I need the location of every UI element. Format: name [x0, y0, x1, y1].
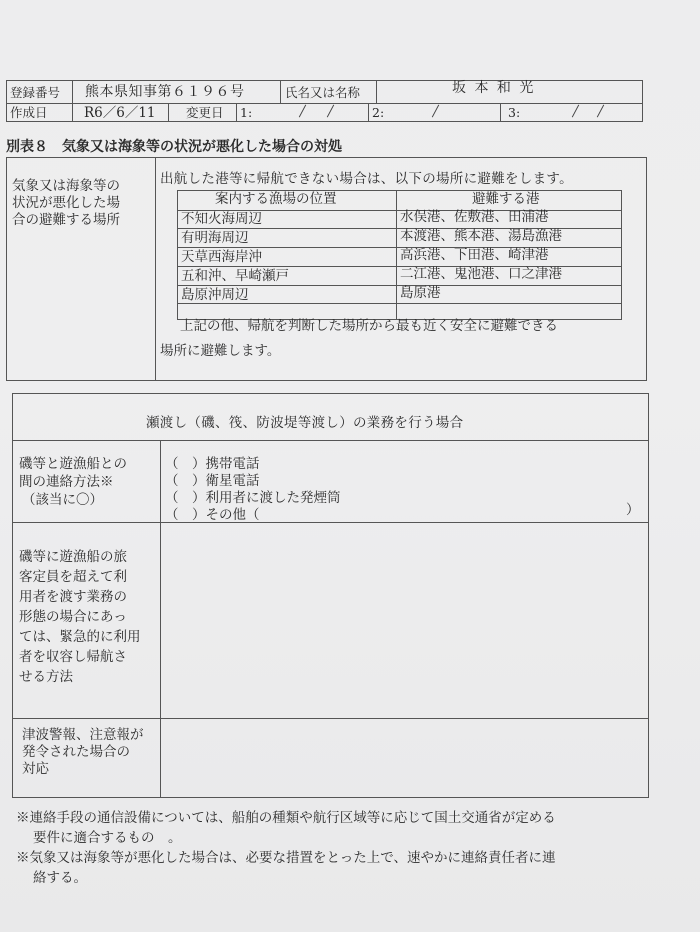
contact-label-line: 磯等と遊漁船との — [19, 456, 127, 472]
overcapacity-answer-area[interactable] — [162, 524, 647, 716]
header-col-divider — [500, 103, 501, 122]
port-table-cell: 本渡港、熊本港、湯島漁港 — [400, 228, 562, 244]
created-label: 作成日 — [10, 105, 48, 120]
port-table-cell: 島原港 — [400, 285, 441, 301]
overcapacity-label-line: 形態の場合にあっ — [19, 609, 127, 625]
tsunami-answer-area[interactable] — [162, 720, 647, 796]
name-label: 氏名又は名称 — [285, 85, 361, 100]
header-col-divider — [376, 80, 377, 103]
overcapacity-label-line: 磯等に遊漁船の旅 — [19, 549, 127, 565]
port-table-cell: 水俣港、佐敷港、田浦港 — [400, 209, 549, 225]
section8-label-line: 合の避難する場所 — [12, 212, 120, 228]
header-col-divider — [280, 80, 281, 103]
contact-option-other[interactable]: （ ）その他（ — [165, 507, 260, 523]
tsunami-label-line: 津波警報、注意報が — [22, 727, 144, 743]
contact-other-close: ） — [626, 502, 640, 518]
section8-note-line: 上記の他、帰航を判断した場所から最も近く安全に避難できる — [180, 318, 558, 334]
overcapacity-label-line: ては、緊急的に利用 — [19, 629, 141, 645]
port-table-header-area: 案内する漁場の位置 — [215, 191, 337, 207]
section8-label-line: 気象又は海象等の — [12, 178, 120, 194]
port-table-cell: 二江港、鬼池港、口之津港 — [400, 266, 562, 282]
header-col-divider — [236, 103, 237, 122]
section8-label-line: 状況が悪化した場 — [12, 195, 120, 211]
transfer-divider — [12, 718, 649, 719]
port-table-cell: 五和沖、早崎瀬戸 — [181, 268, 289, 284]
contact-option-satellite[interactable]: （ ）衛星電話 — [165, 473, 260, 489]
header-col-divider — [72, 80, 73, 122]
port-table-cell: 不知火海周辺 — [181, 211, 262, 227]
header-row-divider — [6, 103, 643, 104]
created-value: R6／6／11 — [84, 105, 156, 121]
footnote-line: 絡する。 — [33, 870, 87, 886]
change-date-3: 3: — [508, 105, 521, 120]
footnote-line: ※気象又は海象等が悪化した場合は、必要な措置をとった上で、速やかに連絡責任者に連 — [16, 850, 556, 866]
contact-label-line: 間の連絡方法※ — [19, 474, 114, 490]
overcapacity-label-line: せる方法 — [19, 669, 73, 685]
transfer-col-divider — [160, 440, 161, 798]
tsunami-label-line: 対応 — [22, 761, 49, 777]
section8-intro: 出航した港等に帰航できない場合は、以下の場所に避難をします。 — [160, 171, 573, 187]
section8-title: 別表８ 気象又は海象等の状況が悪化した場合の対処 — [6, 139, 342, 155]
transfer-divider — [12, 522, 649, 523]
header-col-divider — [368, 103, 369, 122]
section8-note-line: 場所に避難します。 — [160, 343, 281, 359]
port-table-cell: 島原沖周辺 — [181, 287, 249, 303]
footnote-line: ※連絡手段の通信設備については、船舶の種類や航行区域等に応じて国土交通省が定める — [16, 810, 556, 826]
registration-label: 登録番号 — [10, 85, 61, 100]
port-table-cell: 有明海周辺 — [181, 230, 249, 246]
tsunami-label-line: 発令された場合の — [22, 744, 130, 760]
change-date-1: 1: — [240, 105, 253, 120]
port-table-cell: 高浜港、下田港、崎津港 — [400, 247, 549, 263]
overcapacity-label-line: 用者を渡す業務の — [19, 589, 127, 605]
contact-option-mobile[interactable]: （ ）携帯電話 — [165, 456, 260, 472]
contact-label-line: （該当に〇） — [22, 492, 103, 508]
contact-option-flare[interactable]: （ ）利用者に渡した発煙筒 — [165, 490, 341, 506]
change-date-2: 2: — [372, 105, 385, 120]
name-value: 坂 本 和 光 — [452, 80, 536, 96]
port-table-header-port: 避難する港 — [472, 191, 540, 207]
changed-label: 変更日 — [186, 105, 224, 120]
transfer-divider — [12, 440, 649, 441]
port-table-cell: 天草西海岸沖 — [181, 249, 262, 265]
overcapacity-label-line: 客定員を超えて利 — [19, 569, 127, 585]
registration-value: 熊本県知事第６１９６号 — [85, 84, 245, 100]
footnote-line: 要件に適合するもの 。 — [33, 830, 182, 846]
header-col-divider — [168, 103, 169, 122]
overcapacity-label-line: 者を収容し帰航さ — [19, 649, 127, 665]
section8-col-divider — [155, 157, 156, 381]
transfer-title: 瀬渡し（磯、筏、防波堤等渡し）の業務を行う場合 — [146, 415, 464, 431]
